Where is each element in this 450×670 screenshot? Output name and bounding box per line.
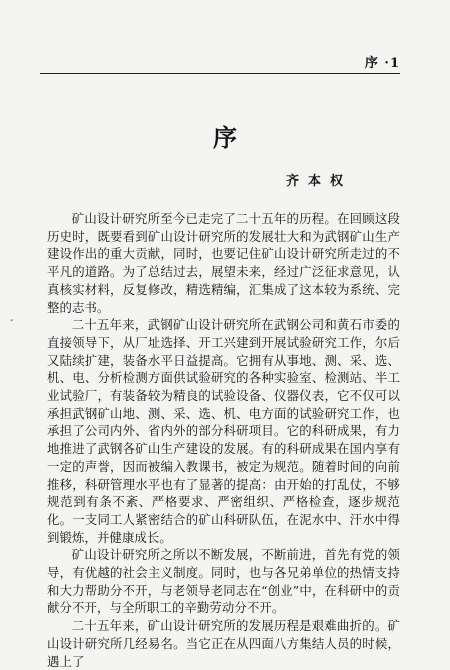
body-text bbox=[47, 210, 400, 670]
author-name: 齐本权 bbox=[285, 174, 352, 189]
paragraph-3: 矿山设计研究所之所以不断发展，不断前进，首先有党的领导，有优越的社会主义制度。同时，也与各兄弟单位的热情支持和大力帮助分不开，与老领导老同志在“创业”中，在科研中的贡献分不开，与全所职工的辛勤劳动分不开。 bbox=[47, 547, 400, 616]
paragraph-4: 二十五年来，矿山设计研究所的发展历程是艰难曲折的。矿山设计研究所几经易名。当它正在从四面八方集结人员的时候，遇上了 bbox=[47, 618, 400, 669]
paragraph-1: 矿山设计研究所至今已走完了二十五年的历程。在回顾这段历史时，既要看到矿山设计研究所的发展壮大和为武钢矿山生产建设作出的重大贡献，同时，也要记住矿山设计研究所走过的不平凡的道路。为了总结过去，展望未来，经过广泛征求意见，认真核实材料，反复修改，精选精编，汇集成了这本较为系统、完整的志书。 bbox=[47, 211, 400, 315]
page-title: 序 bbox=[213, 123, 237, 152]
header-rule bbox=[40, 73, 400, 74]
header-page-label: 序 ·1 bbox=[364, 56, 400, 71]
margin-mark: - bbox=[10, 315, 14, 326]
running-header bbox=[40, 52, 400, 70]
paragraph-2: 二十五年来，武钢矿山设计研究所在武钢公司和黄石市委的直接领导下，从厂址选择、开工兴建到开展试验研究工作，尔后又陆续扩建，装备水平日益提高。它拥有从事地、测、采、选、机、电、分析检测方面供试验研究的各种实验室、检测站、半工业试验厂，有装备较为精良的试验设备、仪器仪表，它不仅可以承担武钢矿山地、测、采、选、机、电方面的试验研究工作，也承担了公司内外、省内外的部分科研项目。它的科研成果，有力地推进了武钢各矿山生产建设的发展。有的科研成果在国内享有一定的声誉，因而被编入教课书，被定为规范。随着时间的向前推移，科研管理水平也有了显著的提高：由开始的打乱仗，不够规范到有条不紊、严格要求、严密组织、严格检查，逐步规范化。一支同工人紧密结合的矿山科研队伍，在泥水中、汗水中得到锻炼，并健康成长。 bbox=[47, 317, 400, 545]
